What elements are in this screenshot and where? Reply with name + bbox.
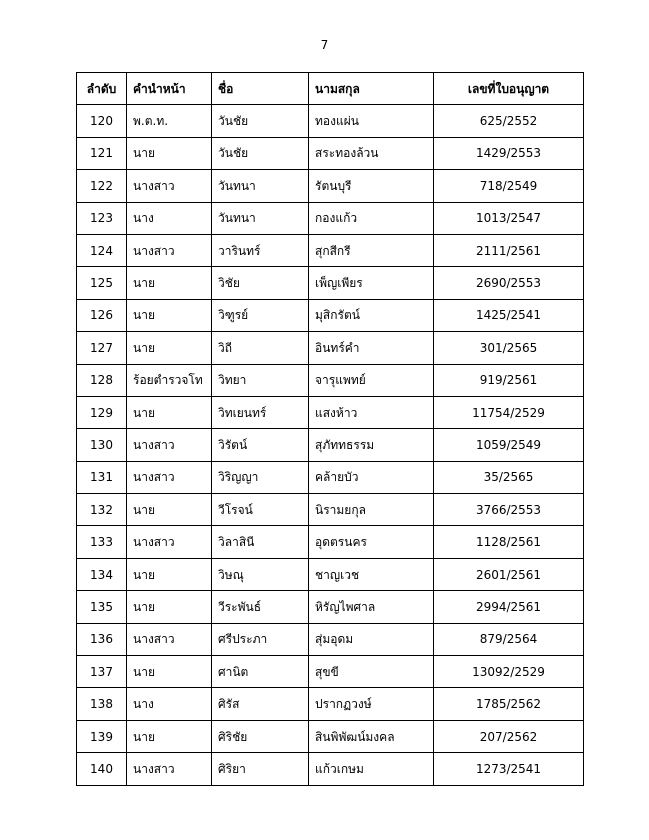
cell-prefix: นาย [127, 332, 212, 364]
table-row [77, 623, 584, 655]
header-first-name: ชื่อ [212, 73, 309, 105]
cell-sequence: 125 [77, 267, 127, 299]
cell-first-name: วันชัย [212, 105, 309, 137]
cell-license-number: 3766/2553 [434, 494, 584, 526]
cell-prefix: นางสาว [127, 623, 212, 655]
header-last-name: นามสกุล [309, 73, 434, 105]
cell-sequence: 126 [77, 299, 127, 331]
table-header [77, 73, 584, 105]
cell-last-name: สุ่มอุดม [309, 623, 434, 655]
cell-sequence: 127 [77, 332, 127, 364]
table-row [77, 461, 584, 493]
cell-last-name: จารุแพทย์ [309, 364, 434, 396]
cell-first-name: ศานิต [212, 656, 309, 688]
cell-sequence: 132 [77, 494, 127, 526]
cell-license-number: 1429/2553 [434, 137, 584, 169]
table-row [77, 364, 584, 396]
cell-prefix: นางสาว [127, 753, 212, 785]
cell-license-number: 35/2565 [434, 461, 584, 493]
cell-first-name: วันทนา [212, 202, 309, 234]
cell-prefix: นางสาว [127, 526, 212, 558]
cell-last-name: หิรัญไพศาล [309, 591, 434, 623]
cell-sequence: 133 [77, 526, 127, 558]
header-row [77, 73, 584, 105]
cell-last-name: เพ็ญเพียร [309, 267, 434, 299]
cell-sequence: 130 [77, 429, 127, 461]
table-row [77, 170, 584, 202]
cell-sequence: 120 [77, 105, 127, 137]
cell-sequence: 137 [77, 656, 127, 688]
cell-first-name: วิลาสินี [212, 526, 309, 558]
cell-sequence: 140 [77, 753, 127, 785]
cell-license-number: 2690/2553 [434, 267, 584, 299]
table-row [77, 267, 584, 299]
cell-first-name: วันชัย [212, 137, 309, 169]
cell-license-number: 1013/2547 [434, 202, 584, 234]
cell-first-name: วันทนา [212, 170, 309, 202]
cell-last-name: สระทองล้วน [309, 137, 434, 169]
cell-first-name: ศิริยา [212, 753, 309, 785]
cell-sequence: 122 [77, 170, 127, 202]
table-row [77, 137, 584, 169]
cell-license-number: 2601/2561 [434, 558, 584, 590]
table-row [77, 202, 584, 234]
cell-sequence: 124 [77, 234, 127, 266]
license-holder-table [76, 72, 584, 786]
cell-last-name: นิรามยกุล [309, 494, 434, 526]
cell-sequence: 129 [77, 396, 127, 428]
cell-first-name: วารินทร์ [212, 234, 309, 266]
cell-license-number: 919/2561 [434, 364, 584, 396]
cell-prefix: พ.ต.ท. [127, 105, 212, 137]
cell-sequence: 123 [77, 202, 127, 234]
cell-prefix: นาง [127, 202, 212, 234]
cell-last-name: มุสิกรัตน์ [309, 299, 434, 331]
cell-sequence: 131 [77, 461, 127, 493]
cell-prefix: ร้อยตำรวจโท [127, 364, 212, 396]
table-row [77, 591, 584, 623]
table-body [77, 105, 584, 785]
header-sequence: ลำดับ [77, 73, 127, 105]
cell-license-number: 2994/2561 [434, 591, 584, 623]
cell-prefix: นาย [127, 137, 212, 169]
table-row [77, 558, 584, 590]
cell-prefix: นาง [127, 688, 212, 720]
cell-license-number: 1785/2562 [434, 688, 584, 720]
table-row [77, 526, 584, 558]
table-row [77, 234, 584, 266]
cell-prefix: นาย [127, 558, 212, 590]
cell-license-number: 2111/2561 [434, 234, 584, 266]
cell-last-name: สุขขี [309, 656, 434, 688]
header-prefix: คำนำหน้า [127, 73, 212, 105]
cell-sequence: 139 [77, 720, 127, 752]
cell-last-name: กองแก้ว [309, 202, 434, 234]
cell-last-name: ทองแผ่น [309, 105, 434, 137]
cell-sequence: 136 [77, 623, 127, 655]
page-number: 7 [320, 38, 329, 52]
cell-license-number: 1425/2541 [434, 299, 584, 331]
cell-license-number: 625/2552 [434, 105, 584, 137]
cell-last-name: คล้ายบัว [309, 461, 434, 493]
cell-first-name: วีระพันธ์ [212, 591, 309, 623]
cell-sequence: 128 [77, 364, 127, 396]
cell-first-name: วิชัย [212, 267, 309, 299]
cell-last-name: สุภัททธรรม [309, 429, 434, 461]
table-row [77, 494, 584, 526]
cell-first-name: วิทยา [212, 364, 309, 396]
cell-license-number: 718/2549 [434, 170, 584, 202]
cell-first-name: วิถี [212, 332, 309, 364]
cell-prefix: นางสาว [127, 461, 212, 493]
table-row [77, 688, 584, 720]
cell-prefix: นาย [127, 299, 212, 331]
cell-license-number: 1059/2549 [434, 429, 584, 461]
cell-license-number: 13092/2529 [434, 656, 584, 688]
table-row [77, 105, 584, 137]
cell-last-name: รัตนบุรี [309, 170, 434, 202]
cell-prefix: นาย [127, 396, 212, 428]
cell-last-name: ปรากฏวงษ์ [309, 688, 434, 720]
table-row [77, 299, 584, 331]
cell-sequence: 135 [77, 591, 127, 623]
cell-last-name: อุดตรนคร [309, 526, 434, 558]
cell-first-name: วิษณุ [212, 558, 309, 590]
table-row [77, 332, 584, 364]
cell-license-number: 301/2565 [434, 332, 584, 364]
cell-license-number: 207/2562 [434, 720, 584, 752]
table-row [77, 720, 584, 752]
cell-prefix: นาย [127, 720, 212, 752]
cell-first-name: ศรีประภา [212, 623, 309, 655]
cell-license-number: 1273/2541 [434, 753, 584, 785]
table-row [77, 656, 584, 688]
cell-first-name: ศิรัส [212, 688, 309, 720]
cell-last-name: ชาญเวช [309, 558, 434, 590]
cell-prefix: นาย [127, 267, 212, 299]
cell-prefix: นางสาว [127, 234, 212, 266]
cell-first-name: วิฑูรย์ [212, 299, 309, 331]
cell-license-number: 879/2564 [434, 623, 584, 655]
cell-sequence: 138 [77, 688, 127, 720]
cell-last-name: แสงห้าว [309, 396, 434, 428]
header-license-number: เลขที่ใบอนุญาต [434, 73, 584, 105]
cell-prefix: นาย [127, 494, 212, 526]
cell-prefix: นางสาว [127, 170, 212, 202]
cell-first-name: วีโรจน์ [212, 494, 309, 526]
cell-sequence: 121 [77, 137, 127, 169]
cell-first-name: วิทเยนทร์ [212, 396, 309, 428]
table-row [77, 396, 584, 428]
cell-last-name: สินพิพัฒน์มงคล [309, 720, 434, 752]
cell-first-name: วิรัตน์ [212, 429, 309, 461]
cell-license-number: 11754/2529 [434, 396, 584, 428]
cell-last-name: แก้วเกษม [309, 753, 434, 785]
cell-prefix: นาย [127, 656, 212, 688]
cell-first-name: วิริญญา [212, 461, 309, 493]
cell-license-number: 1128/2561 [434, 526, 584, 558]
cell-prefix: นางสาว [127, 429, 212, 461]
table-row [77, 753, 584, 785]
cell-prefix: นาย [127, 591, 212, 623]
table-row [77, 429, 584, 461]
cell-last-name: อินทร์คำ [309, 332, 434, 364]
cell-last-name: สุกสีกรี [309, 234, 434, 266]
cell-sequence: 134 [77, 558, 127, 590]
cell-first-name: ศิริชัย [212, 720, 309, 752]
